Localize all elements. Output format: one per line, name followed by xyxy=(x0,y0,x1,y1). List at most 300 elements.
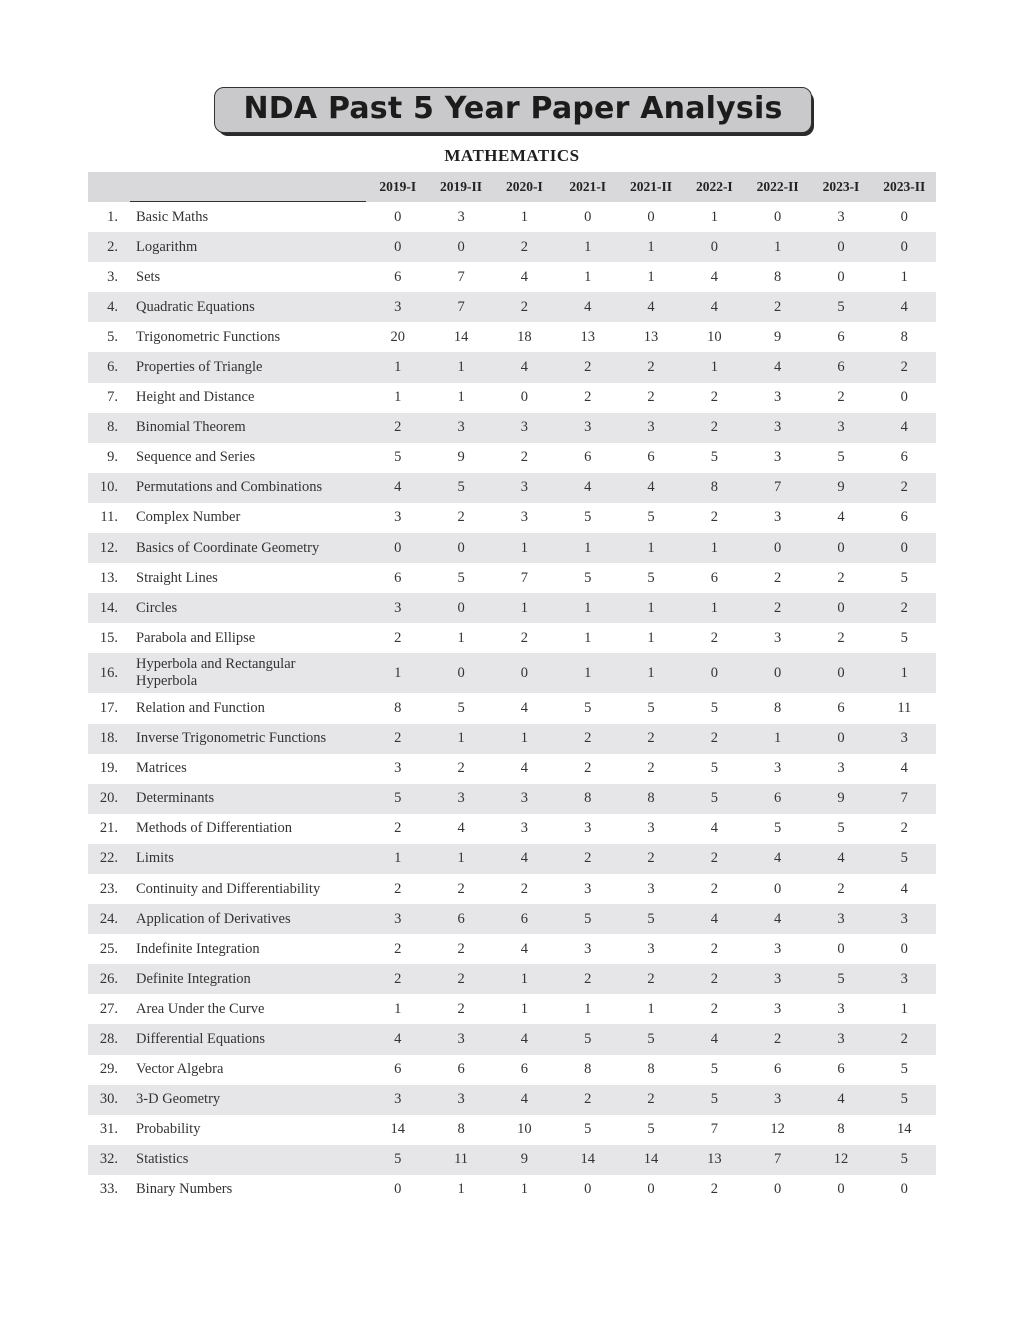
value-cell: 12 xyxy=(770,1121,785,1138)
value-cell: 9 xyxy=(837,479,845,496)
value-cell: 1 xyxy=(520,539,528,556)
value-cell: 0 xyxy=(394,1181,402,1198)
value-cell: 3 xyxy=(457,419,465,436)
value-cell: 5 xyxy=(900,1091,908,1108)
value-cell: 1 xyxy=(710,359,718,376)
row-number: 3. xyxy=(107,268,119,285)
topic-cell: Differential Equations xyxy=(136,1030,266,1047)
value-cell: 0 xyxy=(457,238,465,255)
topic-cell: Limits xyxy=(136,850,174,867)
table-row xyxy=(88,844,936,874)
column-header: 2023-II xyxy=(883,179,926,194)
value-cell: 3 xyxy=(900,970,908,987)
row-number: 7. xyxy=(107,389,119,406)
value-cell: 4 xyxy=(520,359,528,376)
value-cell: 2 xyxy=(584,1091,592,1108)
row-number: 11. xyxy=(100,509,119,526)
value-cell: 2 xyxy=(710,1000,718,1017)
value-cell: 2 xyxy=(584,850,592,867)
value-cell: 0 xyxy=(394,208,402,225)
value-cell: 14 xyxy=(453,328,469,345)
value-cell: 5 xyxy=(710,699,718,716)
row-number: 30. xyxy=(99,1091,119,1108)
topic-cell: Determinants xyxy=(136,790,215,807)
row-number: 8. xyxy=(107,419,119,436)
value-cell: 7 xyxy=(774,479,782,496)
value-cell: 8 xyxy=(647,790,655,807)
topic-cell: Binomial Theorem xyxy=(136,419,246,436)
value-cell: 6 xyxy=(774,1061,782,1078)
value-cell: 1 xyxy=(457,359,465,376)
value-cell: 2 xyxy=(394,730,402,747)
value-cell: 2 xyxy=(584,730,592,747)
topic-cell: Parabola and Ellipse xyxy=(136,629,256,646)
value-cell: 5 xyxy=(710,1091,718,1108)
value-cell: 0 xyxy=(837,940,845,957)
value-cell: 3 xyxy=(394,1091,402,1108)
table-row xyxy=(88,383,936,413)
value-cell: 3 xyxy=(900,730,908,747)
value-cell: 0 xyxy=(520,389,528,406)
row-number: 29. xyxy=(99,1061,119,1078)
value-cell: 1 xyxy=(584,664,592,681)
value-cell: 10 xyxy=(707,328,722,345)
value-cell: 1 xyxy=(520,970,528,987)
value-cell: 3 xyxy=(394,599,402,616)
value-cell: 8 xyxy=(584,790,592,807)
table-row xyxy=(88,352,936,382)
value-cell: 1 xyxy=(394,1000,402,1017)
serial-header xyxy=(88,172,130,202)
value-cell: 2 xyxy=(837,880,845,897)
value-cell: 2 xyxy=(837,389,845,406)
table-row xyxy=(88,1175,936,1205)
value-cell: 8 xyxy=(394,699,402,716)
value-cell: 12 xyxy=(833,1151,849,1168)
topic-cell: Permutations and Combinations xyxy=(136,479,323,496)
value-cell: 0 xyxy=(710,664,718,681)
value-cell: 0 xyxy=(900,940,908,957)
topic-cell: Continuity and Differentiability xyxy=(136,880,321,897)
table-row xyxy=(88,533,936,563)
value-cell: 0 xyxy=(774,664,782,681)
value-cell: 2 xyxy=(520,629,528,646)
value-cell: 6 xyxy=(900,449,908,466)
value-cell: 8 xyxy=(774,268,782,285)
value-cell: 1 xyxy=(520,208,528,225)
column-header: 2022-I xyxy=(695,179,733,194)
value-cell: 6 xyxy=(837,1061,845,1078)
row-number: 10. xyxy=(99,479,119,496)
value-cell: 2 xyxy=(900,1030,908,1047)
table-row xyxy=(88,322,936,352)
value-cell: 2 xyxy=(584,760,592,777)
row-number: 14. xyxy=(99,599,119,616)
value-cell: 9 xyxy=(774,328,782,345)
row-number: 9. xyxy=(107,449,119,466)
row-number: 15. xyxy=(99,629,119,646)
value-cell: 3 xyxy=(394,509,402,526)
value-cell: 2 xyxy=(774,569,782,586)
row-number: 24. xyxy=(99,910,119,927)
value-cell: 4 xyxy=(837,850,845,867)
value-cell: 2 xyxy=(900,479,908,496)
value-cell: 1 xyxy=(900,268,908,285)
value-cell: 1 xyxy=(457,1181,465,1198)
topic-cell: Logarithm xyxy=(136,238,198,255)
row-number: 18. xyxy=(99,730,119,747)
value-cell: 4 xyxy=(520,1091,528,1108)
value-cell: 0 xyxy=(900,389,908,406)
value-cell: 20 xyxy=(390,328,405,345)
value-cell: 4 xyxy=(647,298,655,315)
value-cell: 3 xyxy=(520,820,528,837)
value-cell: 1 xyxy=(584,238,592,255)
value-cell: 2 xyxy=(457,1000,465,1017)
value-cell: 4 xyxy=(584,298,592,315)
value-cell: 7 xyxy=(710,1121,718,1138)
value-cell: 5 xyxy=(900,1151,908,1168)
value-cell: 1 xyxy=(457,629,465,646)
row-number: 5. xyxy=(107,328,119,345)
value-cell: 5 xyxy=(647,1121,655,1138)
value-cell: 3 xyxy=(837,208,845,225)
value-cell: 5 xyxy=(457,479,465,496)
row-number: 23. xyxy=(99,880,119,897)
topic-cell: Methods of Differentiation xyxy=(136,820,292,837)
value-cell: 3 xyxy=(584,940,592,957)
value-cell: 1 xyxy=(710,208,718,225)
value-cell: 0 xyxy=(394,238,402,255)
value-cell: 3 xyxy=(647,940,655,957)
value-cell: 5 xyxy=(837,298,845,315)
table-row xyxy=(88,593,936,623)
value-cell: 2 xyxy=(520,880,528,897)
paper-analysis-table xyxy=(88,172,936,1205)
row-number: 17. xyxy=(99,699,119,716)
value-cell: 5 xyxy=(394,449,402,466)
value-cell: 7 xyxy=(900,790,908,807)
value-cell: 0 xyxy=(584,1181,592,1198)
value-cell: 0 xyxy=(457,599,465,616)
table-row xyxy=(88,1055,936,1085)
value-cell: 5 xyxy=(837,970,845,987)
value-cell: 1 xyxy=(710,599,718,616)
value-cell: 5 xyxy=(647,910,655,927)
value-cell: 5 xyxy=(584,699,592,716)
topic-cell: Basic Maths xyxy=(136,208,209,225)
row-number: 26. xyxy=(99,970,119,987)
value-cell: 2 xyxy=(774,298,782,315)
value-cell: 9 xyxy=(837,790,845,807)
table-row xyxy=(88,1085,936,1115)
value-cell: 1 xyxy=(457,730,465,747)
value-cell: 5 xyxy=(584,509,592,526)
value-cell: 1 xyxy=(457,389,465,406)
value-cell: 4 xyxy=(774,850,782,867)
value-cell: 5 xyxy=(710,449,718,466)
value-cell: 0 xyxy=(584,208,592,225)
value-cell: 6 xyxy=(394,569,402,586)
value-cell: 2 xyxy=(710,389,718,406)
row-number: 16. xyxy=(99,664,119,681)
value-cell: 6 xyxy=(394,268,402,285)
value-cell: 2 xyxy=(520,298,528,315)
row-number: 21. xyxy=(99,820,119,837)
value-cell: 7 xyxy=(520,569,528,586)
value-cell: 3 xyxy=(584,419,592,436)
table-row xyxy=(88,262,936,292)
topic-cell: Matrices xyxy=(136,760,187,777)
value-cell: 0 xyxy=(647,1181,655,1198)
value-cell: 1 xyxy=(520,1181,528,1198)
value-cell: 5 xyxy=(900,629,908,646)
value-cell: 3 xyxy=(457,790,465,807)
value-cell: 14 xyxy=(643,1151,659,1168)
value-cell: 1 xyxy=(520,599,528,616)
value-cell: 6 xyxy=(900,509,908,526)
table-row xyxy=(88,292,936,322)
value-cell: 3 xyxy=(837,419,845,436)
value-cell: 6 xyxy=(457,910,465,927)
topic-cell: Probability xyxy=(136,1121,201,1138)
value-cell: 3 xyxy=(520,790,528,807)
topic-cell: Sets xyxy=(136,268,161,285)
value-cell: 6 xyxy=(520,910,528,927)
row-number: 32. xyxy=(99,1151,119,1168)
table-row xyxy=(88,693,936,723)
value-cell: 3 xyxy=(774,419,782,436)
value-cell: 2 xyxy=(710,850,718,867)
value-cell: 1 xyxy=(584,539,592,556)
value-cell: 4 xyxy=(520,1030,528,1047)
value-cell: 3 xyxy=(457,1091,465,1108)
value-cell: 9 xyxy=(457,449,465,466)
value-cell: 6 xyxy=(394,1061,402,1078)
value-cell: 5 xyxy=(710,760,718,777)
table-body xyxy=(88,202,936,1205)
value-cell: 3 xyxy=(394,760,402,777)
value-cell: 3 xyxy=(584,820,592,837)
value-cell: 0 xyxy=(647,208,655,225)
value-cell: 14 xyxy=(897,1121,912,1138)
value-cell: 0 xyxy=(774,880,782,897)
value-cell: 3 xyxy=(774,509,782,526)
value-cell: 5 xyxy=(647,509,655,526)
table-row xyxy=(88,1115,936,1145)
value-cell: 7 xyxy=(774,1151,782,1168)
value-cell: 18 xyxy=(517,328,532,345)
value-cell: 6 xyxy=(774,790,782,807)
value-cell: 2 xyxy=(710,509,718,526)
value-cell: 0 xyxy=(774,1181,782,1198)
value-cell: 6 xyxy=(837,359,845,376)
value-cell: 5 xyxy=(900,569,908,586)
value-cell: 8 xyxy=(457,1121,465,1138)
value-cell: 0 xyxy=(900,238,908,255)
value-cell: 2 xyxy=(584,970,592,987)
topic-cell: Indefinite Integration xyxy=(136,940,260,957)
row-number: 27. xyxy=(99,1000,119,1017)
topic-cell: Definite Integration xyxy=(136,970,251,987)
value-cell: 0 xyxy=(710,238,718,255)
value-cell: 2 xyxy=(457,760,465,777)
value-cell: 13 xyxy=(643,328,659,345)
table-row xyxy=(88,1024,936,1054)
value-cell: 2 xyxy=(457,509,465,526)
value-cell: 0 xyxy=(900,539,908,556)
value-cell: 14 xyxy=(390,1121,405,1138)
row-number: 28. xyxy=(99,1030,119,1047)
value-cell: 0 xyxy=(900,208,908,225)
value-cell: 2 xyxy=(774,1030,782,1047)
value-cell: 0 xyxy=(837,1181,845,1198)
value-cell: 0 xyxy=(837,664,845,681)
value-cell: 4 xyxy=(900,880,908,897)
table-row xyxy=(88,754,936,784)
value-cell: 1 xyxy=(394,389,402,406)
table-row xyxy=(88,563,936,593)
topic-cell: Relation and Function xyxy=(136,699,265,716)
value-cell: 6 xyxy=(647,449,655,466)
row-number: 20. xyxy=(99,790,119,807)
value-cell: 1 xyxy=(647,268,655,285)
value-cell: 2 xyxy=(584,359,592,376)
value-cell: 8 xyxy=(900,328,908,345)
value-cell: 3 xyxy=(774,1000,782,1017)
value-cell: 0 xyxy=(837,539,845,556)
value-cell: 3 xyxy=(647,419,655,436)
value-cell: 2 xyxy=(647,970,655,987)
value-cell: 2 xyxy=(394,419,402,436)
value-cell: 2 xyxy=(837,629,845,646)
value-cell: 2 xyxy=(900,359,908,376)
row-number: 22. xyxy=(99,850,119,867)
value-cell: 6 xyxy=(837,328,845,345)
value-cell: 2 xyxy=(647,1091,655,1108)
value-cell: 11 xyxy=(897,699,912,716)
value-cell: 1 xyxy=(584,629,592,646)
value-cell: 3 xyxy=(520,479,528,496)
value-cell: 4 xyxy=(710,268,718,285)
value-cell: 5 xyxy=(584,569,592,586)
value-cell: 4 xyxy=(900,419,908,436)
row-number: 25. xyxy=(99,940,119,957)
value-cell: 4 xyxy=(837,509,845,526)
topic-cell: Binary Numbers xyxy=(136,1181,233,1198)
value-cell: 5 xyxy=(394,790,402,807)
value-cell: 1 xyxy=(900,664,908,681)
value-cell: 6 xyxy=(584,449,592,466)
value-cell: 3 xyxy=(394,298,402,315)
row-number: 19. xyxy=(99,760,119,777)
value-cell: 3 xyxy=(837,760,845,777)
value-cell: 5 xyxy=(710,1061,718,1078)
value-cell: 2 xyxy=(394,880,402,897)
value-cell: 6 xyxy=(710,569,718,586)
column-header: 2019-I xyxy=(379,179,417,194)
value-cell: 4 xyxy=(457,820,465,837)
value-cell: 3 xyxy=(774,1091,782,1108)
table-row xyxy=(88,994,936,1024)
value-cell: 8 xyxy=(837,1121,845,1138)
table-row xyxy=(88,232,936,262)
title-banner xyxy=(214,87,812,133)
topic-cell: Sequence and Series xyxy=(136,449,256,466)
value-cell: 2 xyxy=(647,389,655,406)
value-cell: 2 xyxy=(710,940,718,957)
value-cell: 2 xyxy=(457,880,465,897)
value-cell: 2 xyxy=(394,940,402,957)
column-header: 2023-I xyxy=(822,179,860,194)
value-cell: 5 xyxy=(457,699,465,716)
topic-cell: Basics of Coordinate Geometry xyxy=(136,539,320,556)
value-cell: 1 xyxy=(394,664,402,681)
value-cell: 4 xyxy=(774,910,782,927)
value-cell: 1 xyxy=(710,539,718,556)
value-cell: 2 xyxy=(710,419,718,436)
value-cell: 3 xyxy=(647,880,655,897)
value-cell: 3 xyxy=(837,1000,845,1017)
topic-cell: Height and Distance xyxy=(136,389,255,406)
topic-cell: Area Under the Curve xyxy=(136,1000,265,1017)
value-cell: 0 xyxy=(900,1181,908,1198)
table-row xyxy=(88,473,936,503)
value-cell: 3 xyxy=(837,910,845,927)
value-cell: 6 xyxy=(457,1061,465,1078)
subject-heading: MATHEMATICS xyxy=(444,146,580,165)
value-cell: 5 xyxy=(584,1030,592,1047)
topic-cell: Circles xyxy=(136,599,178,616)
value-cell: 2 xyxy=(900,599,908,616)
table-row xyxy=(88,904,936,934)
row-number: 31. xyxy=(99,1121,119,1138)
value-cell: 3 xyxy=(457,1030,465,1047)
value-cell: 1 xyxy=(900,1000,908,1017)
value-cell: 1 xyxy=(647,539,655,556)
value-cell: 1 xyxy=(774,238,782,255)
header-rule xyxy=(130,201,366,202)
value-cell: 0 xyxy=(457,664,465,681)
topic-cell: Straight Lines xyxy=(136,569,218,586)
table-row xyxy=(88,202,936,232)
value-cell: 5 xyxy=(837,820,845,837)
value-cell: 5 xyxy=(647,699,655,716)
value-cell: 5 xyxy=(837,449,845,466)
topic-cell: Statistics xyxy=(136,1151,189,1168)
value-cell: 0 xyxy=(837,268,845,285)
topic-cell: Properties of Triangle xyxy=(136,359,263,376)
value-cell: 1 xyxy=(584,1000,592,1017)
value-cell: 0 xyxy=(774,208,782,225)
value-cell: 2 xyxy=(710,629,718,646)
column-header: 2022-II xyxy=(756,179,799,194)
value-cell: 3 xyxy=(774,389,782,406)
value-cell: 2 xyxy=(584,389,592,406)
value-cell: 4 xyxy=(394,1030,402,1047)
row-number: 33. xyxy=(99,1181,119,1198)
value-cell: 4 xyxy=(520,268,528,285)
column-header: 2021-II xyxy=(629,179,672,194)
value-cell: 5 xyxy=(457,569,465,586)
topic-cell: Quadratic Equations xyxy=(136,298,255,315)
value-cell: 4 xyxy=(837,1091,845,1108)
value-cell: 8 xyxy=(584,1061,592,1078)
value-cell: 3 xyxy=(647,820,655,837)
table-row xyxy=(88,623,936,653)
value-cell: 1 xyxy=(457,850,465,867)
value-cell: 0 xyxy=(394,539,402,556)
